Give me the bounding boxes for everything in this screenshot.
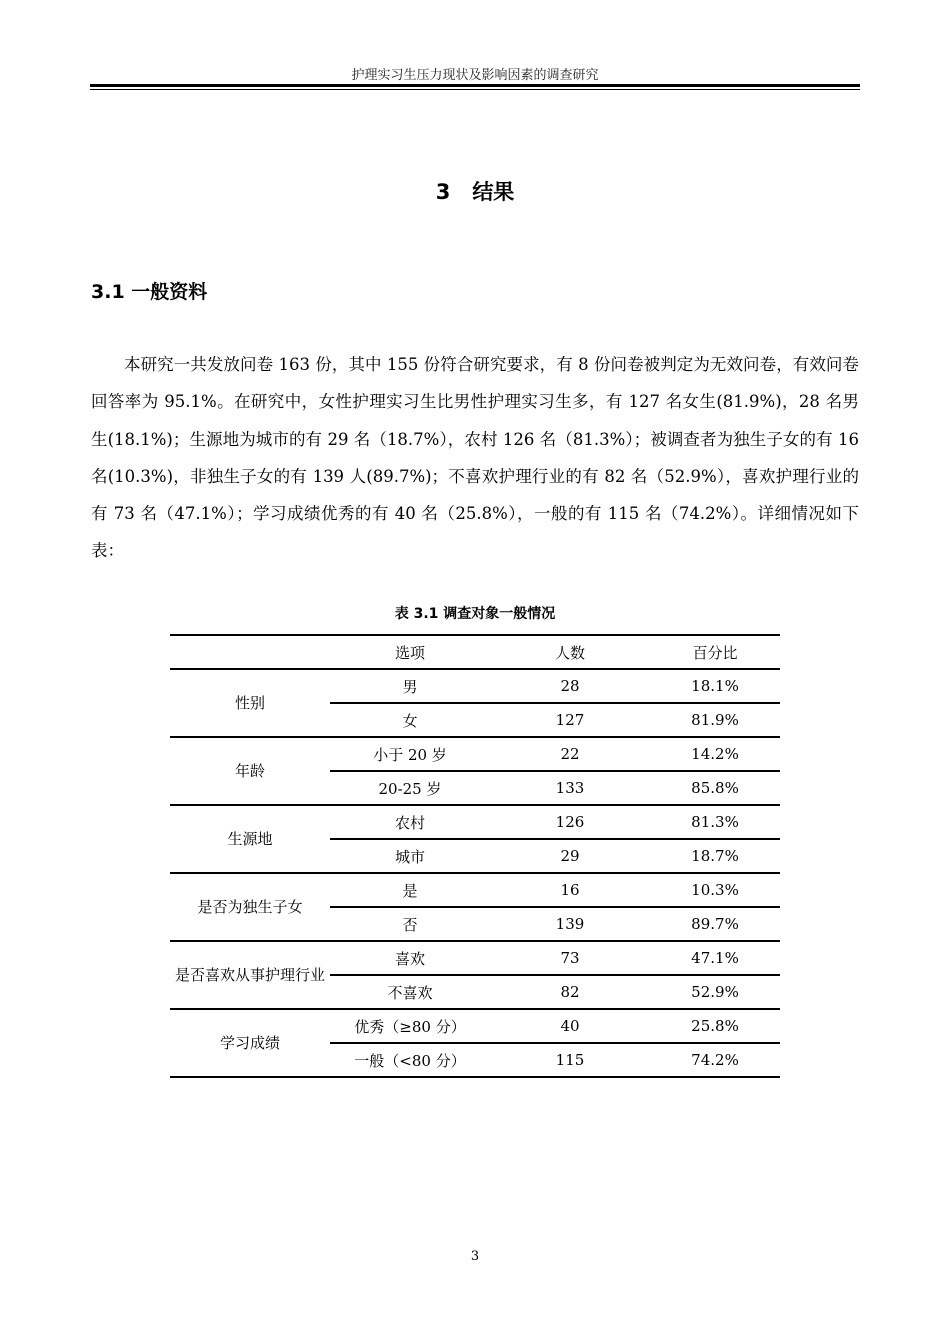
count-cell: 40 (490, 1009, 650, 1043)
table-caption: 表 3.1 调查对象一般情况 (394, 606, 556, 622)
count-cell: 22 (490, 737, 650, 771)
count-cell: 29 (490, 839, 650, 873)
chapter-title: 结果 (472, 180, 515, 204)
percent-cell: 47.1% (650, 941, 780, 975)
count-cell: 127 (490, 703, 650, 737)
percent-cell: 81.3% (650, 805, 780, 839)
count-cell: 115 (490, 1043, 650, 1077)
percent-cell: 85.8% (650, 771, 780, 805)
percent-cell: 14.2% (650, 737, 780, 771)
running-header: 护理实习生压力现状及影响因素的调查研究 (351, 68, 599, 83)
table-group (170, 669, 780, 737)
percent-cell: 18.7% (650, 839, 780, 873)
option-cell: 城市 (330, 839, 490, 873)
percent-cell: 89.7% (650, 907, 780, 941)
page-number: 3 (470, 1249, 480, 1264)
header-cell: 人数 (490, 635, 650, 669)
count-cell: 133 (490, 771, 650, 805)
percent-cell: 10.3% (650, 873, 780, 907)
percent-cell: 74.2% (650, 1043, 780, 1077)
count-cell: 16 (490, 873, 650, 907)
table-header-row (170, 635, 780, 669)
group-label: 性别 (170, 669, 330, 737)
table-group (170, 737, 780, 805)
count-cell: 82 (490, 975, 650, 1009)
header-cell (170, 635, 330, 669)
option-cell: 20-25 岁 (330, 771, 490, 805)
group-label: 是否喜欢从事护理行业 (170, 941, 330, 1009)
header-rule-thick (90, 84, 860, 87)
percent-cell: 25.8% (650, 1009, 780, 1043)
body-paragraph: 本研究一共发放问卷 163 份，其中 155 份符合研究要求，有 8 份问卷被判定为无效问卷，有效问卷回答率为 95.1%。在研究中，女性护理实习生比男性护理实习生多，有 127 名女生(81.9%)，28 名男生(18.1%)；生源地为城市的有 29 名（18.7%），农村 126 名（81.3%）；被调查者为独生子女的有 16 名(10.3%)，非独生子女的有 139 人(89.7%)；不喜欢护理行业的有 82 名（52.9%），喜欢护理行业的有 73 名（47.1%）；学习成绩优秀的有 40 名（25.8%），一般的有 115 名（74.2%）。详细情况如下表： (91, 355, 859, 561)
table-row (170, 941, 780, 975)
option-cell: 一般（<80 分） (330, 1043, 490, 1077)
option-cell: 优秀（≥80 分） (330, 1009, 490, 1043)
table-row (170, 873, 780, 907)
header-rule-thin (90, 89, 860, 90)
demographics-table (170, 634, 780, 1078)
table-group (170, 1009, 780, 1077)
chapter-number: 3 (435, 180, 451, 204)
percent-cell: 81.9% (650, 703, 780, 737)
option-cell: 否 (330, 907, 490, 941)
group-label: 是否为独生子女 (170, 873, 330, 941)
chapter-heading (0, 176, 950, 206)
option-cell: 女 (330, 703, 490, 737)
table-row (170, 737, 780, 771)
count-cell: 73 (490, 941, 650, 975)
header-cell: 选项 (330, 635, 490, 669)
count-cell: 28 (490, 669, 650, 703)
section-heading: 3.1 一般资料 (91, 281, 208, 303)
option-cell: 农村 (330, 805, 490, 839)
option-cell: 小于 20 岁 (330, 737, 490, 771)
option-cell: 不喜欢 (330, 975, 490, 1009)
table-group (170, 941, 780, 1009)
table-row (170, 669, 780, 703)
percent-cell: 52.9% (650, 975, 780, 1009)
count-cell: 126 (490, 805, 650, 839)
table-row (170, 805, 780, 839)
option-cell: 喜欢 (330, 941, 490, 975)
group-label: 学习成绩 (170, 1009, 330, 1077)
table-group (170, 873, 780, 941)
group-label: 生源地 (170, 805, 330, 873)
table-group (170, 805, 780, 873)
percent-cell: 18.1% (650, 669, 780, 703)
table-row (170, 1009, 780, 1043)
count-cell: 139 (490, 907, 650, 941)
option-cell: 是 (330, 873, 490, 907)
header-cell: 百分比 (650, 635, 780, 669)
option-cell: 男 (330, 669, 490, 703)
group-label: 年龄 (170, 737, 330, 805)
